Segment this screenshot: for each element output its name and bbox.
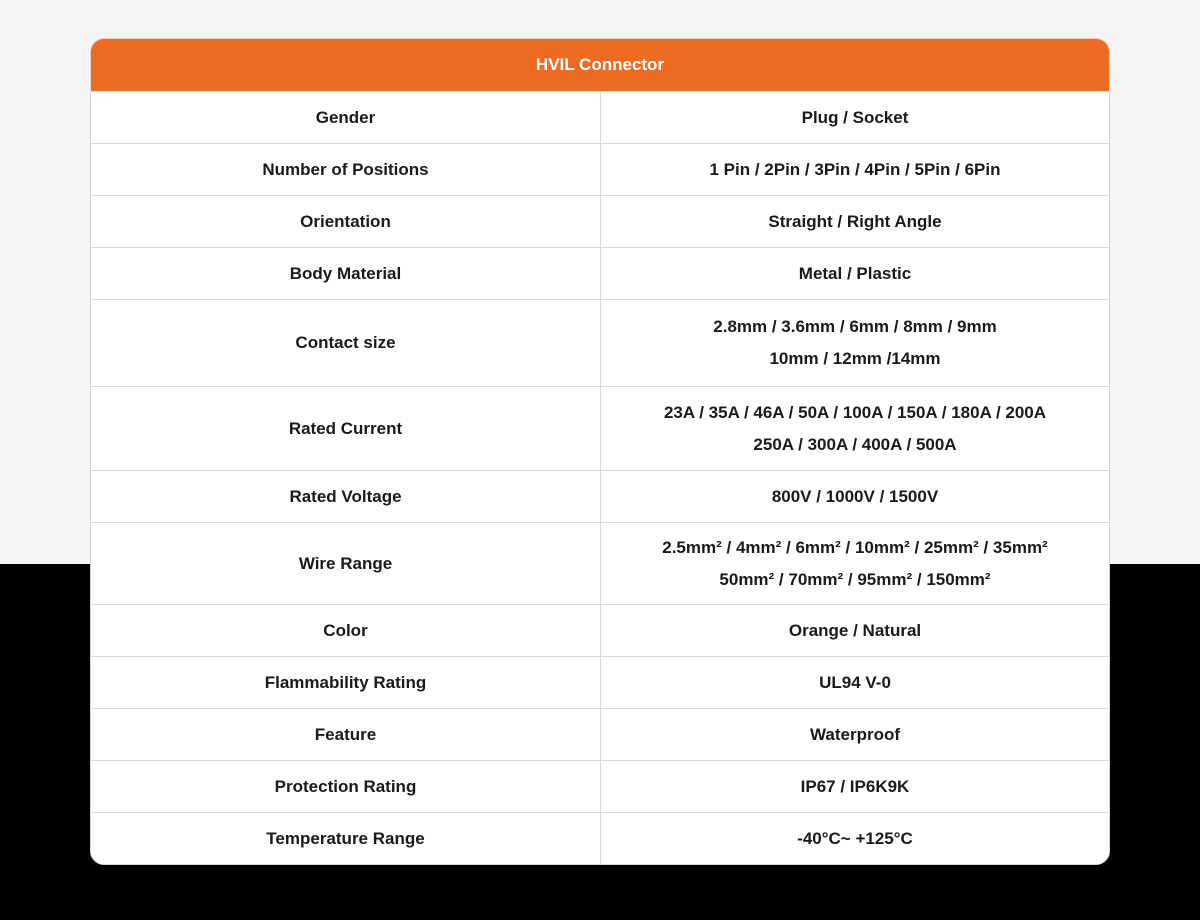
row-value xyxy=(601,605,1109,656)
value-line: Waterproof xyxy=(809,724,901,744)
row-value xyxy=(601,761,1109,812)
value-line: 50mm² / 70mm² / 95mm² / 150mm² xyxy=(719,569,991,589)
row-value xyxy=(601,387,1109,470)
row-value xyxy=(601,300,1109,386)
value-line: UL94 V-0 xyxy=(819,672,891,692)
row-value xyxy=(601,92,1109,143)
value-line: Orange / Natural xyxy=(788,620,922,640)
row-label: Feature xyxy=(91,709,601,760)
row-label: Orientation xyxy=(91,196,601,247)
row-label: Gender xyxy=(91,92,601,143)
row-label: Rated Current xyxy=(91,387,601,470)
table-row xyxy=(91,143,1109,195)
row-label: Temperature Range xyxy=(91,813,601,865)
value-line: 2.8mm / 3.6mm / 6mm / 8mm / 9mm xyxy=(713,317,997,336)
value-line: IP67 / IP6K9K xyxy=(800,776,910,796)
table-row xyxy=(91,91,1109,143)
table-row xyxy=(91,760,1109,812)
table-row xyxy=(91,656,1109,708)
row-label: Body Material xyxy=(91,248,601,299)
value-line: 1 Pin / 2Pin / 3Pin / 4Pin / 5Pin / 6Pin xyxy=(709,159,1001,179)
row-label: Contact size xyxy=(91,300,601,386)
row-value xyxy=(601,813,1109,865)
row-label: Wire Range xyxy=(91,523,601,604)
value-line: Straight / Right Angle xyxy=(768,211,942,231)
table-title: HVIL Connector xyxy=(91,39,1109,91)
value-line: -40°C~ +125°C xyxy=(797,829,913,848)
row-value xyxy=(601,709,1109,760)
value-line: Metal / Plastic xyxy=(798,263,912,283)
row-value xyxy=(601,196,1109,247)
table-row xyxy=(91,708,1109,760)
row-value xyxy=(601,248,1109,299)
table-row xyxy=(91,470,1109,522)
row-label: Flammability Rating xyxy=(91,657,601,708)
value-line: Plug / Socket xyxy=(801,107,909,127)
spec-table xyxy=(90,38,1110,865)
row-label: Rated Voltage xyxy=(91,471,601,522)
row-value xyxy=(601,471,1109,522)
row-label: Number of Positions xyxy=(91,144,601,195)
table-row xyxy=(91,604,1109,656)
value-line: 800V / 1000V / 1500V xyxy=(771,486,939,506)
value-line: 23A / 35A / 46A / 50A / 100A / 150A / 180A / 200A xyxy=(663,402,1047,422)
value-line: 10mm / 12mm /14mm xyxy=(769,349,941,368)
value-line: 2.5mm² / 4mm² / 6mm² / 10mm² / 25mm² / 35mm² xyxy=(662,537,1048,557)
value-line: 250A / 300A / 400A / 500A xyxy=(753,434,957,454)
table-row xyxy=(91,247,1109,299)
row-label: Protection Rating xyxy=(91,761,601,812)
table-row xyxy=(91,299,1109,386)
row-value xyxy=(601,144,1109,195)
table-row xyxy=(91,195,1109,247)
row-value xyxy=(601,657,1109,708)
table-row xyxy=(91,522,1109,604)
row-label: Color xyxy=(91,605,601,656)
table-row xyxy=(91,386,1109,470)
row-value xyxy=(601,523,1109,604)
table-row xyxy=(91,812,1109,865)
